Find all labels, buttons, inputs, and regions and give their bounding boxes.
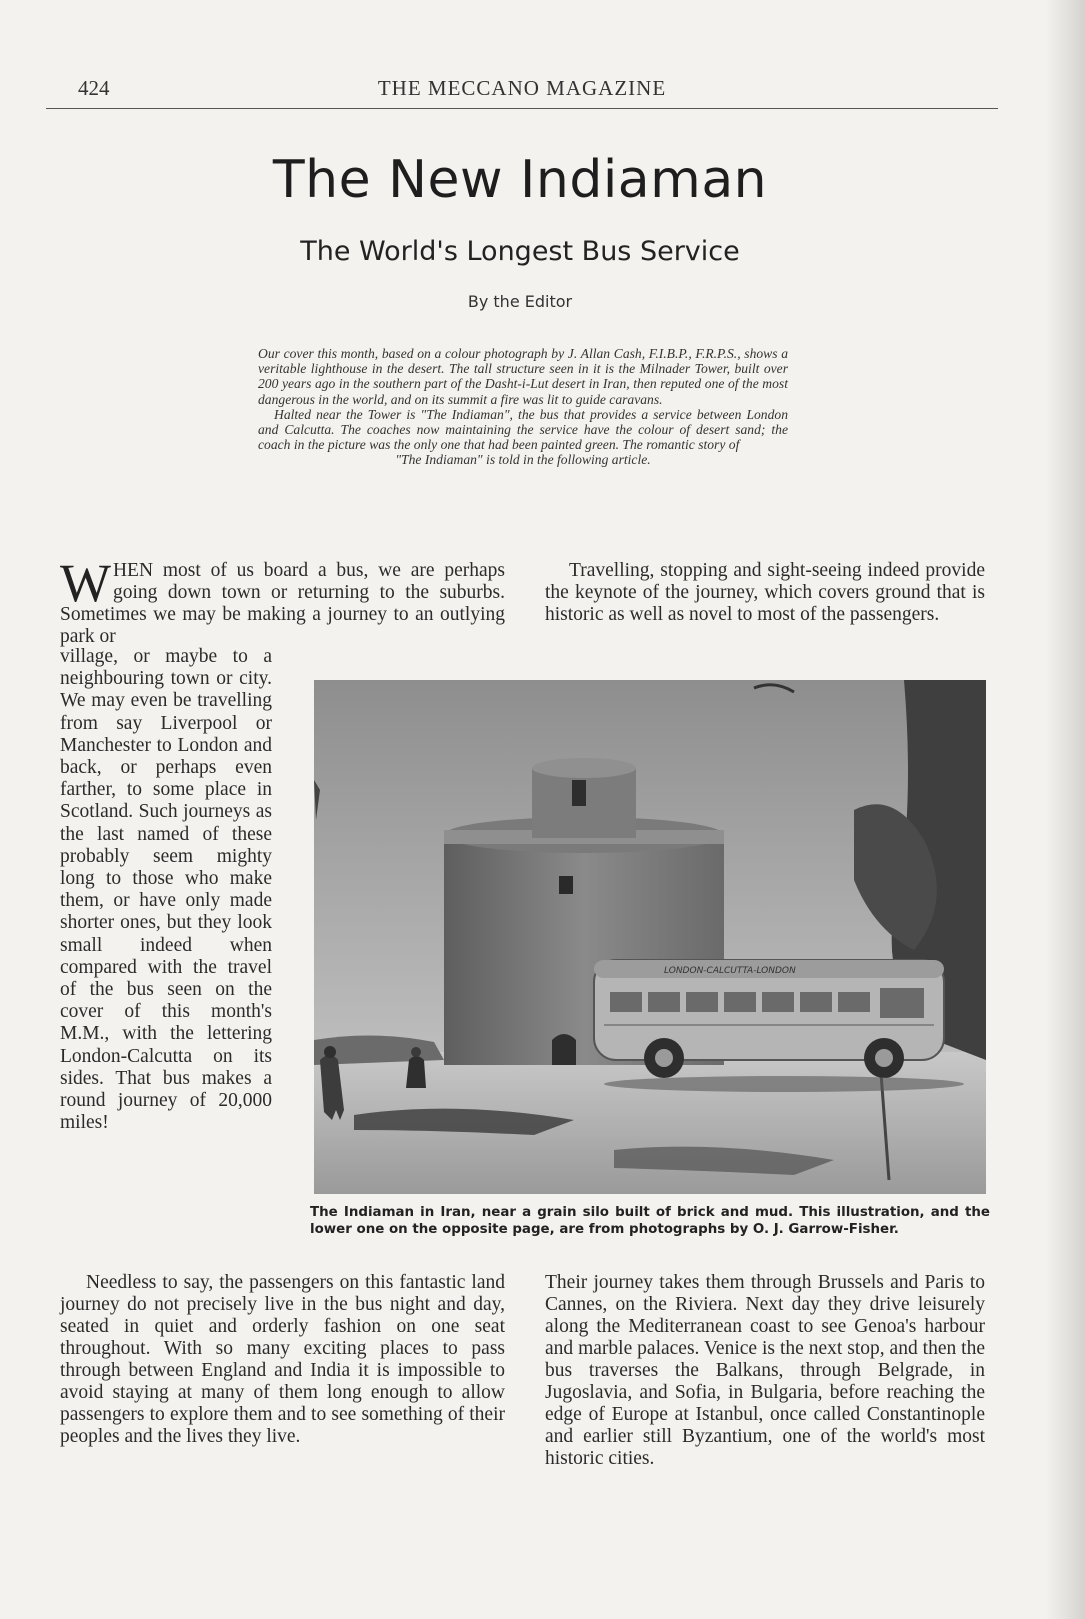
bus-lettering: LONDON-CALCUTTA-LONDON: [664, 966, 796, 976]
article-title: The New Indiaman: [272, 150, 768, 210]
intro-paragraph-1: Our cover this month, based on a colour photograph by J. Allan Cash, F.I.B.P., F.R.P.S., shows a veritable lighthouse in the desert. The tall structure seen in it is the Milnader Tower, built over 200 years ago in the southern part of the Dasht-i-Lut desert in Iran, then reputed one of the most dangerous in the world, and on its summit a fire was lit to guide caravans.: [258, 346, 788, 407]
page-number: 424: [78, 76, 110, 100]
byline: By the Editor: [467, 292, 573, 311]
intro-blurb: [258, 346, 788, 468]
right-column-opening: Travelling, stopping and sight-seeing indeed provide the keynote of the journey, which covers ground that is historic as well as novel to most of the passengers.: [545, 560, 985, 625]
photo-tower-and-bus: [314, 680, 986, 1194]
left-column-bottom-text: Needless to say, the passengers on this fantastic land journey do not precisely live in the bus night and day, seated in quiet and orderly fashion on one seat throughout. With so many exciting places to pass through between England and India it is impossible to avoid staying at many of them long enough to allow passengers to explore them and to see something of their peoples and the lives they live.: [60, 1272, 505, 1447]
photo-illustration: [314, 680, 986, 1194]
article-subtitle: The World's Longest Bus Service: [300, 236, 740, 267]
page-header: [46, 74, 998, 109]
intro-paragraph-2-end: "The Indiaman" is told in the following article.: [395, 452, 651, 468]
right-column-bottom-text: Their journey takes them through Brussels and Paris to Cannes, on the Riviera. Next day they drive leisurely along the Mediterranean coast to see Genoa's harbour and marble palaces. Venice is the next stop, and then the bus traverses the Balkans, through Belgrade, in Jugoslavia, and Sofia, in Bulgaria, before reaching the edge of Europe at Istanbul, once called Constantinople and earlier still Byzantium, one of the world's most historic cities.: [545, 1272, 985, 1469]
photo-caption: The Indiaman in Iran, near a grain silo built of brick and mud. This illustration, and the lower one on the opposite page, are from photographs by O. J. Garrow-Fisher.: [310, 1205, 990, 1237]
right-column-top: [545, 560, 985, 626]
left-narrow-column: [60, 646, 272, 1134]
drop-cap: W: [60, 553, 111, 613]
left-narrow-text: village, or maybe to a neighbouring town or city. We may even be travelling from say Liverpool or Manchester to London and back, or perhaps even farther, to some place in Scotland. Such journeys as the last named of these probably seem mighty long to those who make them, or have only made shorter ones, but they look small indeed when compared with the travel of the bus seen on the cover of this month's M.M., with the lettering London-Calcutta on its sides. That bus makes a round journey of 20,000 miles!: [60, 646, 272, 1134]
left-column-bottom: [60, 1272, 505, 1448]
running-head: THE MECCANO MAGAZINE: [377, 76, 667, 100]
right-column-bottom: [545, 1272, 985, 1470]
page-edge-shadow: [1045, 0, 1085, 1619]
left-column-opening: HEN most of us board a bus, we are perhaps going down town or returning to the suburbs. Sometimes we may be making a journey to an outlying park or: [60, 560, 505, 647]
intro-paragraph-2: Halted near the Tower is "The Indiaman", the bus that provides a service between London and Calcutta. The coaches now maintaining the service have the colour of desert sand; the coach in the picture was the only one that had been painted green. The romantic story of: [258, 406, 788, 453]
left-column-top: [60, 553, 505, 648]
